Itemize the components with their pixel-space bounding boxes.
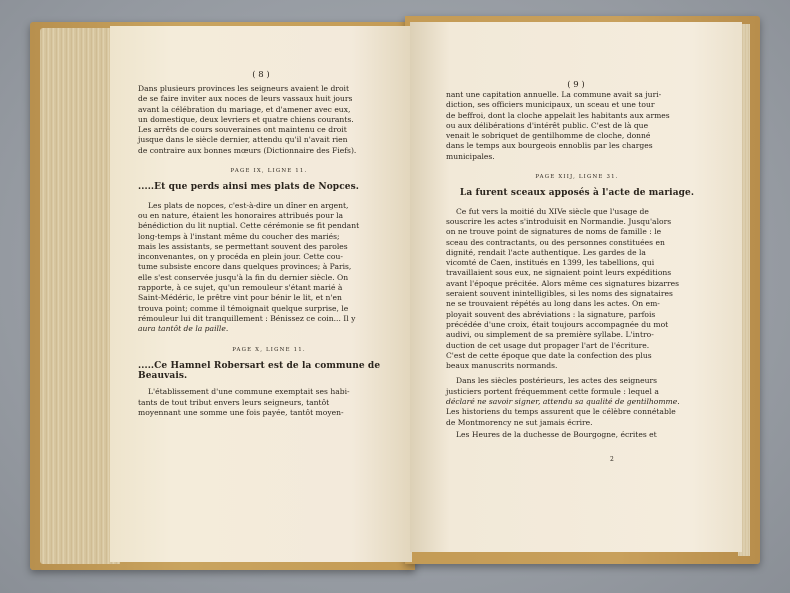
- text-line: ou aux délibérations d'intérêt public. C'est de là que: [446, 120, 649, 130]
- text-line: C'est de cette époque que date la confection des plus: [446, 350, 652, 360]
- text-line: dans le temps aux bourgeois ennoblis par les charges: [446, 141, 653, 151]
- paragraph: [446, 207, 708, 372]
- right-page-number: ( 9 ): [567, 80, 585, 90]
- text-line: venait le sobriquet de gentilhomme de cloche, donné: [446, 131, 651, 141]
- text-line: sceau des contractants, ou des personnes constituées en: [446, 237, 665, 247]
- text-line: Dans les siècles postérieurs, les actes des seigneurs: [456, 376, 658, 386]
- text-line: Les arrêts de cours souveraines ont maintenu ce droit: [138, 125, 347, 135]
- text-line: jusque dans le siècle dernier, attendu qu'il n'avait rien: [138, 135, 348, 145]
- text-line: audivi, ou simplement de sa première syllabe. L'intro-: [446, 330, 654, 340]
- text-line: de contraire aux bonnes mœurs (Dictionnaire des Fiefs).: [138, 145, 357, 155]
- section-heading: [138, 361, 400, 382]
- text-line: de se faire inviter aux noces de leurs vassaux huit jours: [138, 94, 353, 104]
- text-line: nant une capitation annuelle. La commune avait sa juri-: [446, 90, 662, 99]
- text-line: travaillaient sous eux, ne signaient point leurs expéditions: [446, 268, 672, 278]
- paragraph: [446, 430, 708, 440]
- section-heading: La furent sceaux apposés à l'acte de mariage.: [459, 188, 695, 199]
- text-line: diction, ses officiers municipaux, un sceau et une tour: [446, 100, 655, 110]
- text-line: avant l'époque précitée. Alors même ces signatures bizarres: [446, 278, 680, 288]
- text-line: long-temps à l'instant même du coucher des mariés;: [138, 231, 340, 241]
- text-line: Dans plusieurs provinces les seigneurs avaient le droit: [138, 84, 350, 93]
- right-continuation-paragraph: [446, 90, 708, 162]
- section-heading: .....Et que perds ainsi mes plats de Nopces.: [138, 182, 360, 193]
- text-line: souscrire les actes s'introduisit en Normandie. Jusqu'alors: [446, 216, 672, 226]
- heading-line: .....Ce Hamnel Robersart est de la commune de: [138, 360, 381, 371]
- text-line: rapporte, à ce sujet, qu'un remouleur s'étant marié à: [138, 283, 343, 293]
- text-line: Ce fut vers la moitié du XIVe siècle que l'usage de: [456, 206, 649, 216]
- text-line: moyennant une somme une fois payée, tantôt moyen-: [138, 408, 344, 418]
- text-line: elle s'est conservée jusqu'à la fin du dernier siècle. On: [138, 272, 349, 282]
- text-line: dignité, rendait l'acte authentique. Les gardes de la: [446, 247, 646, 257]
- page-reference: PAGE X, LIGNE 11.: [232, 346, 306, 353]
- page-edges-left: [40, 28, 120, 564]
- text-line: Les plats de nopces, c'est-à-dire un dîner en argent,: [148, 200, 349, 210]
- right-page: [410, 22, 742, 552]
- text-line: Les Heures de la duchesse de Bourgogne, écrites et: [456, 429, 657, 439]
- text-line: de beffroi, dont la cloche appelait les habitants aux armes: [446, 110, 670, 120]
- text-line: ployait souvent des abréviations : la signature, parfois: [446, 309, 656, 319]
- heading-line: Beauvais.: [138, 371, 188, 382]
- text-line: tants de tout tribut envers leurs seigneurs, tantôt: [138, 397, 330, 407]
- text-line: on ne trouve point de signatures de noms de famille : le: [446, 227, 662, 237]
- signature-mark: 2: [610, 456, 614, 463]
- left-page-number: ( 8 ): [252, 70, 270, 80]
- text-line: un domestique, deux levriers et quatre chiens courants.: [138, 114, 354, 124]
- text-line: Les historiens du temps assurent que le célèbre connétable: [446, 407, 676, 417]
- paragraph: [138, 201, 400, 335]
- page-reference: PAGE IX, LIGNE 11.: [230, 168, 308, 175]
- text-line: inconvenantes, on y procéda en plein jour. Cette cou-: [138, 252, 343, 262]
- text-line: seraient souvent inintelligibles, si les noms des signataires: [446, 289, 673, 299]
- right-page-text: [446, 90, 708, 440]
- text-line: avant la célébration du mariage, et d'amener avec eux,: [138, 104, 351, 114]
- text-line: précédée d'une croix, était toujours accompagnée du mot: [446, 319, 669, 329]
- text-line: de Montmorency ne sut jamais écrire.: [446, 417, 593, 427]
- text-line: L'établissement d'une commune exemptait ses habi-: [148, 387, 350, 397]
- paragraph: [138, 387, 400, 418]
- left-page-text: [138, 84, 400, 418]
- text-line: tume subsiste encore dans quelques provinces; à Paris,: [138, 262, 352, 272]
- text-line: déclaré ne savoir signer, attendu sa qualité de gentilhomme.: [446, 397, 680, 407]
- text-line: aura tantôt de la paille.: [138, 324, 229, 334]
- left-page: [110, 26, 412, 562]
- text-line: trouva point; comme il témoignait quelque surprise, le: [138, 303, 349, 313]
- paragraph: [446, 376, 708, 427]
- text-line: Saint-Médéric, le prêtre vint pour bénir le lit, et n'en: [138, 293, 342, 303]
- text-line: justiciers portent fréquemment cette formule : lequel a: [446, 386, 659, 396]
- text-line: beaux manuscrits normands.: [446, 361, 558, 371]
- text-line: ne se trouvaient répétés au long dans les actes. On em-: [446, 299, 660, 309]
- text-line: municipales.: [446, 151, 495, 161]
- text-line: vicomté de Caen, institués en 1399, les tabellions, qui: [446, 258, 655, 268]
- text-line: rémouleur lui dit tranquillement : Bénissez ce coin... Il y: [138, 313, 356, 323]
- left-continuation-paragraph: [138, 84, 400, 156]
- text-line: duction de cet usage dut propager l'art de l'écriture.: [446, 340, 650, 350]
- text-line: bénédiction du lit nuptial. Cette cérémonie se fit pendant: [138, 221, 360, 231]
- page-reference: PAGE XIIJ, LIGNE 31.: [535, 174, 619, 181]
- text-line: mais les assistants, se permettant souvent des paroles: [138, 241, 348, 251]
- text-line: ou en nature, étaient les honoraires attribués pour la: [138, 210, 344, 220]
